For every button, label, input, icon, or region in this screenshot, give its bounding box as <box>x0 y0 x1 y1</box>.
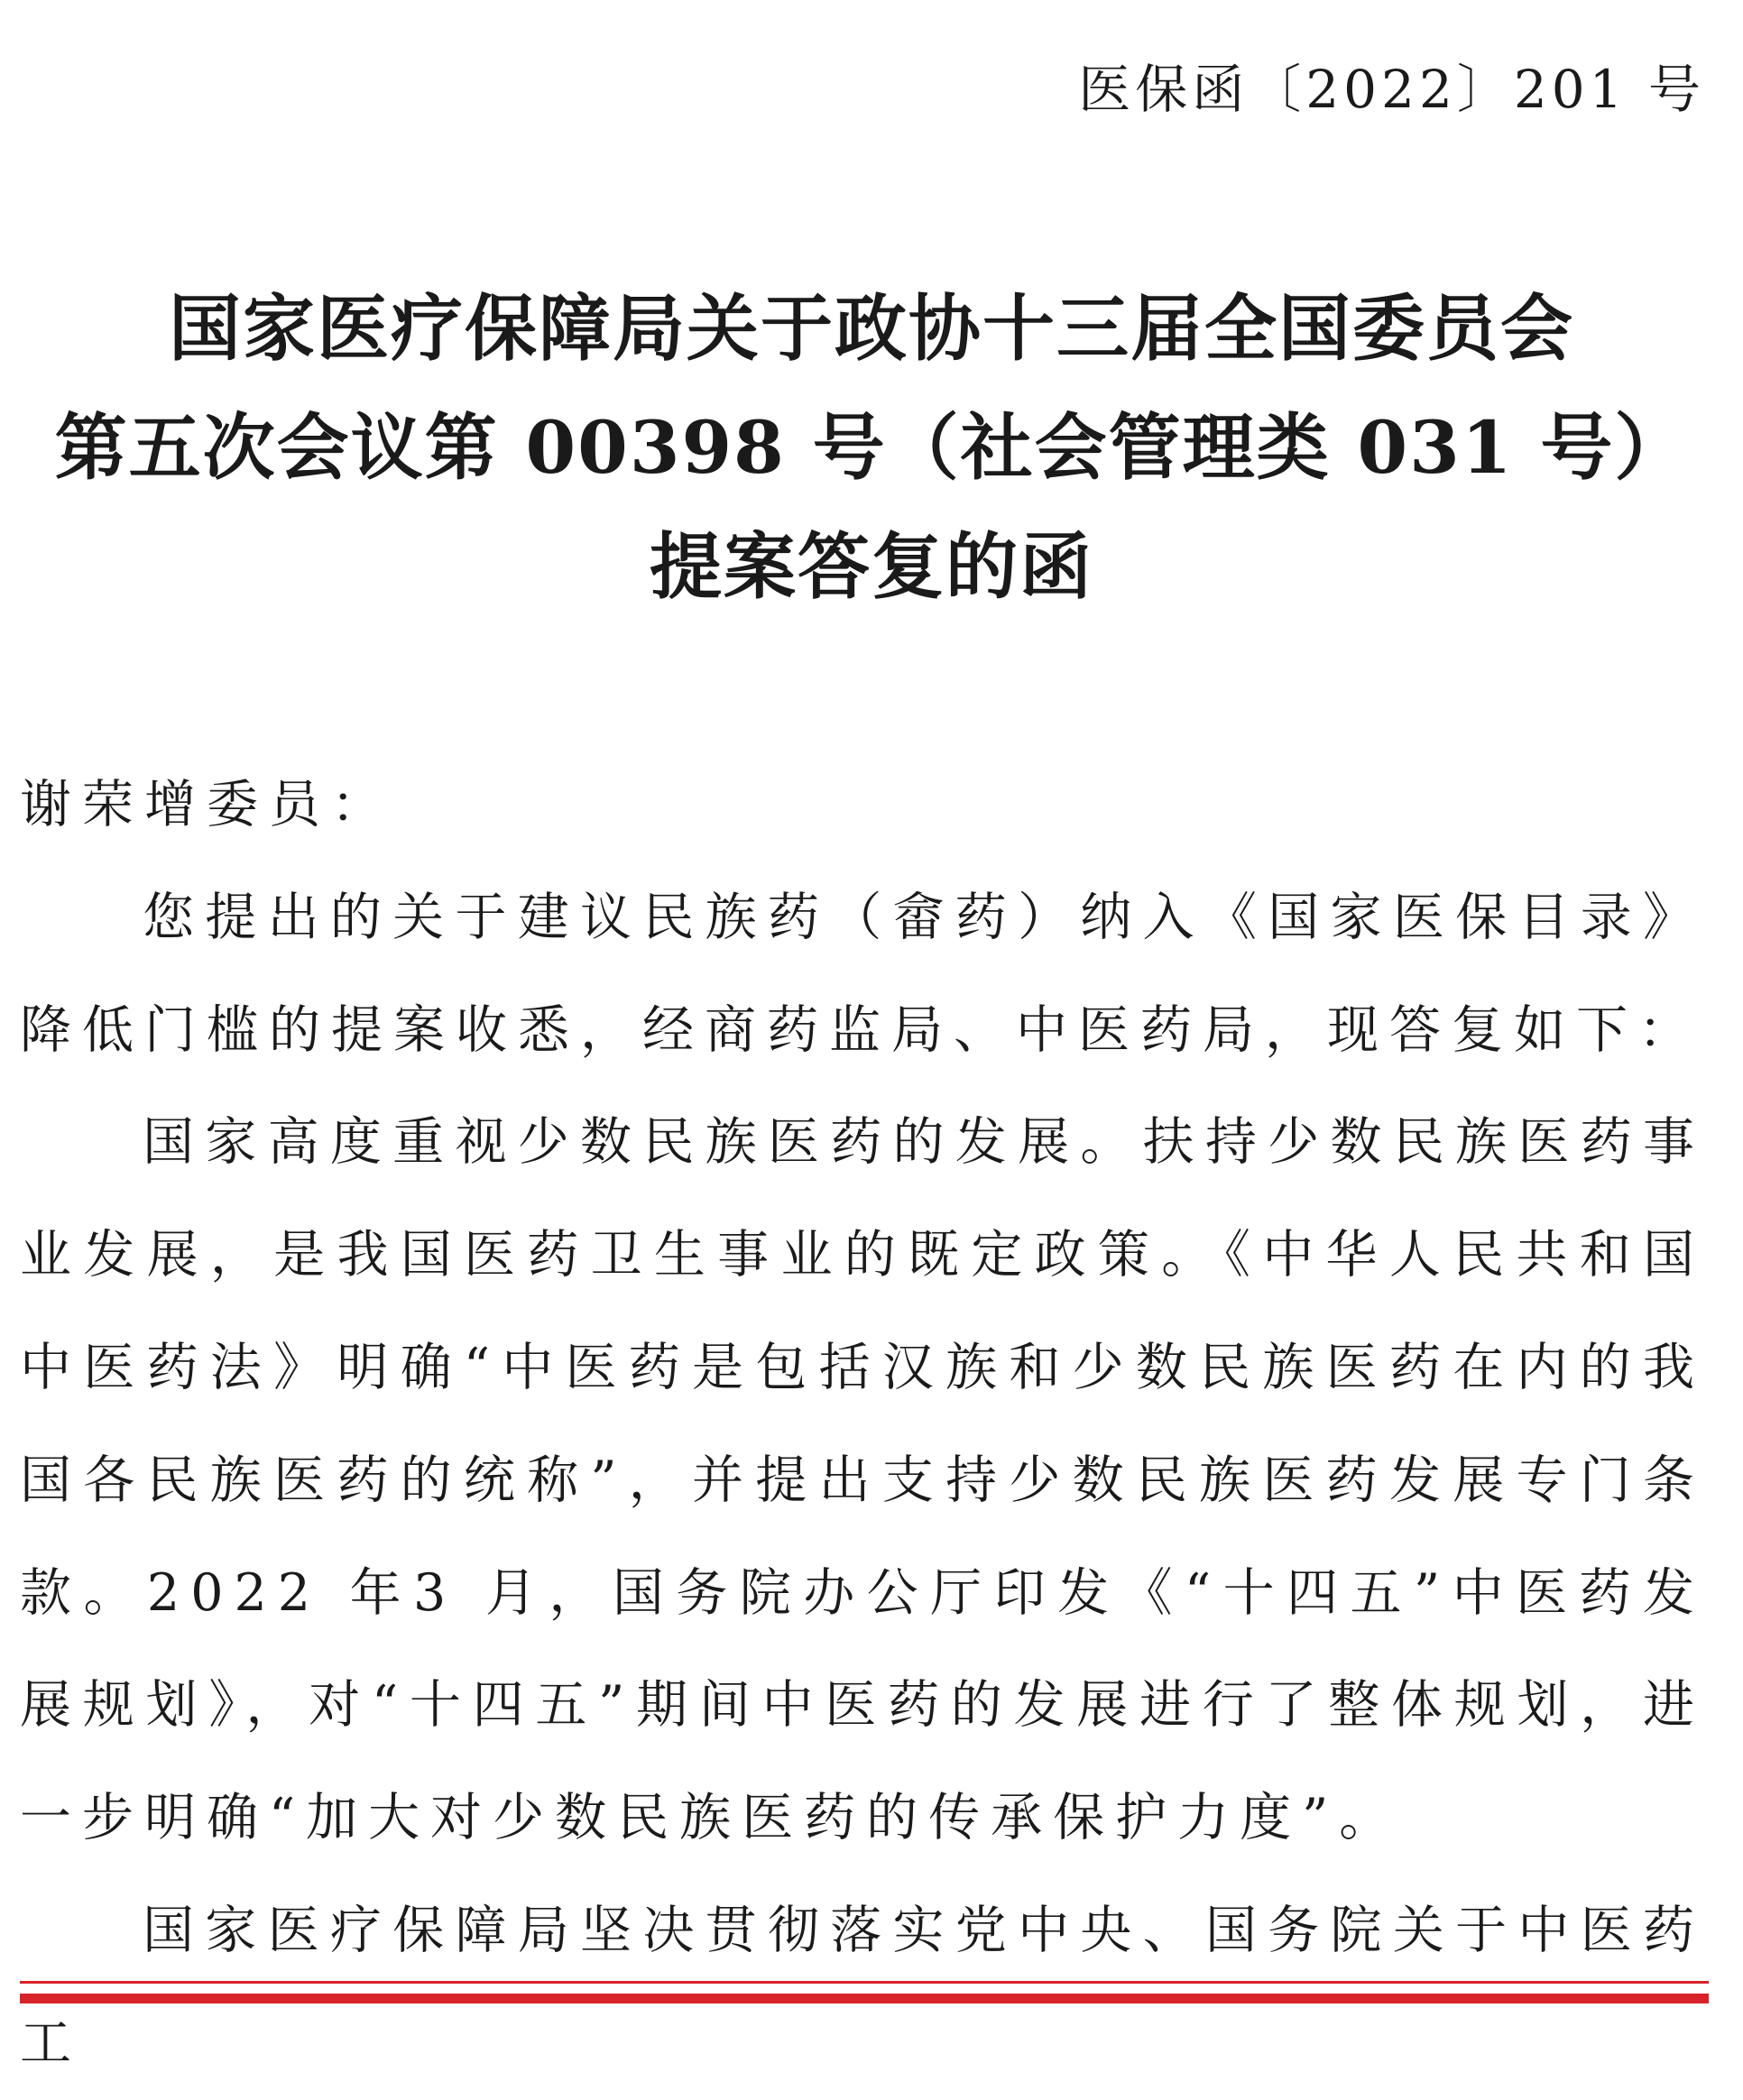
footer-rule-thin <box>20 1981 1709 1984</box>
footer-rule-thick <box>20 1994 1709 2003</box>
paragraph-1: 您提出的关于建议民族药（畲药）纳入《国家医保目录》降低门槛的提案收悉，经商药监局、中医药局，现答复如下： <box>20 887 1705 1060</box>
paragraph-2: 国家高度重视少数民族医药的发展。扶持少数民族医药事业发展，是我国医药卫生事业的既定政策。《中华人民共和国中医药法》明确“中医药是包括汉族和少数民族医药在内的我国各民族医药的统称”，并提出支持少数民族医药发展专门条款。2022 年3 月，国务院办公厅印发《“十四五”中医药发展规划》，对“十四五”期间中医药的发展进行了整体规划，进一步明确“加大对少数民族医药的传承保护力度”。 <box>20 1112 1705 1848</box>
title-line-1: 国家医疗保障局关于政协十三届全国委员会 <box>169 286 1574 371</box>
document-number: 医保函〔2022〕201 号 <box>1078 59 1705 120</box>
paragraph-3: 国家医疗保障局坚决贯彻落实党中央、国务院关于中医药工 <box>20 1900 1705 2073</box>
salutation: 谢荣增委员： <box>20 775 393 834</box>
document-title <box>36 269 1707 626</box>
document-body <box>20 749 1705 2100</box>
title-line-3: 提案答复的函 <box>650 524 1093 609</box>
title-line-2: 第五次会议第 00398 号（社会管理类 031 号） <box>54 405 1689 490</box>
